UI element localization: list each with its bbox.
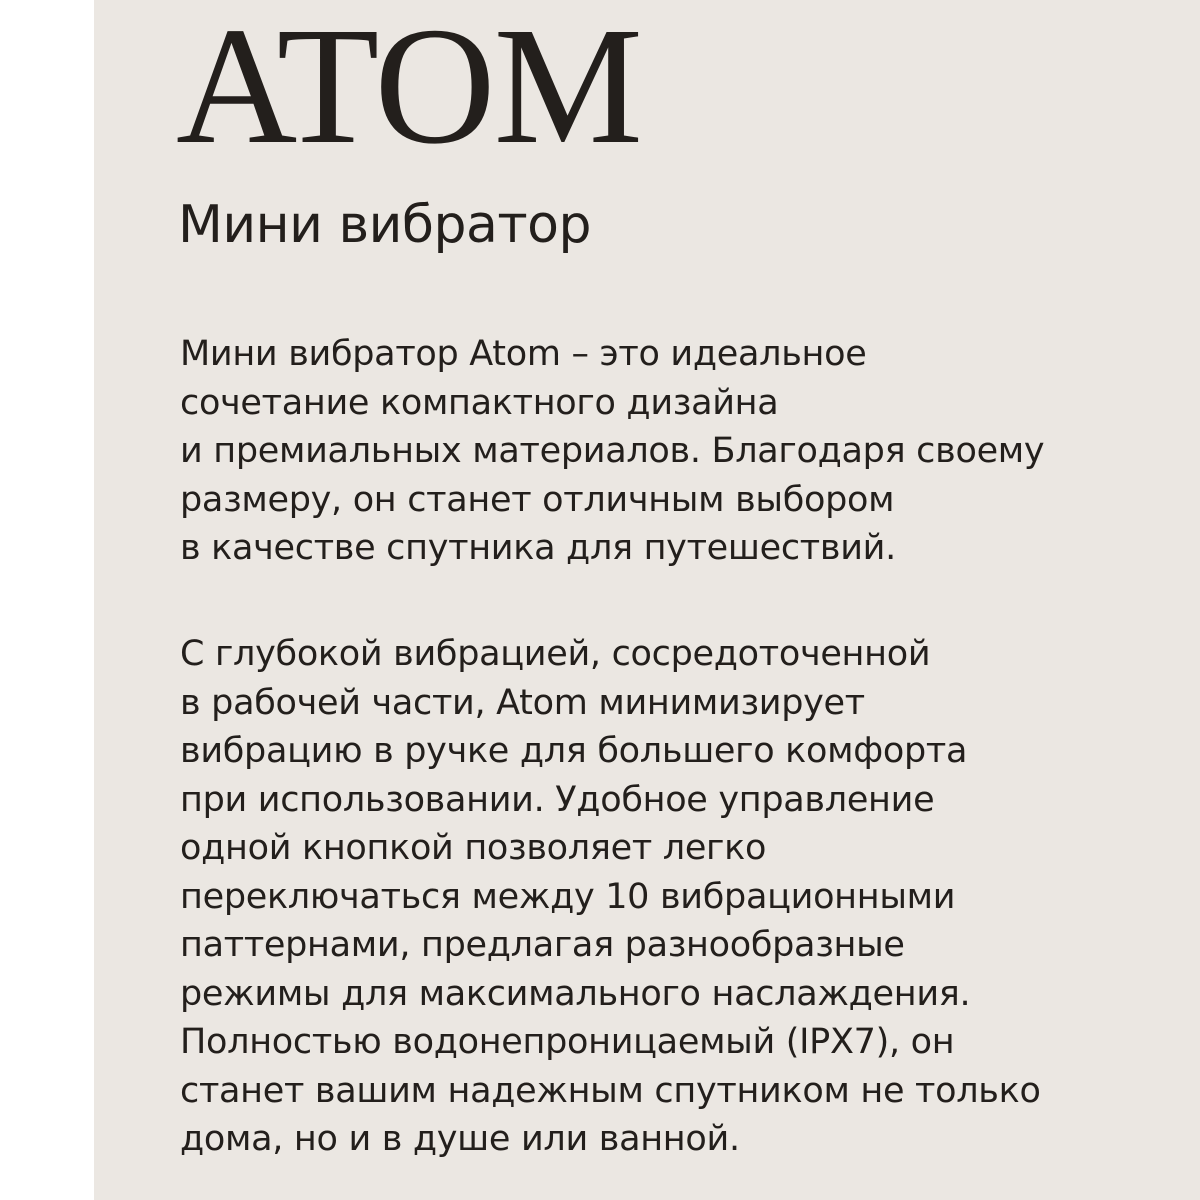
paragraph-line: одной кнопкой позволяет легко bbox=[180, 828, 767, 868]
paragraph-line: размеру, он станет отличным выбором bbox=[180, 479, 895, 520]
paragraph-line: в рабочей части, Atom минимизирует bbox=[180, 682, 865, 723]
paragraph-line: сочетание компактного дизайна bbox=[180, 382, 779, 423]
product-title: ATOM bbox=[176, 0, 641, 179]
paragraph-line: режимы для максимального наслаждения. bbox=[180, 973, 971, 1014]
product-subtitle: Мини вибратор bbox=[178, 195, 591, 255]
paragraph-line: переключаться между 10 вибрационными bbox=[180, 876, 956, 917]
paragraph-line: Полностью водонепроницаемый (IPX7), он bbox=[180, 1022, 955, 1062]
paragraph-line: дома, но и в душе или ванной. bbox=[180, 1119, 740, 1159]
description-paragraph-2 bbox=[180, 630, 1041, 1164]
paragraph-line: вибрацию в ручке для большего комфорта bbox=[180, 731, 968, 771]
paragraph-line: при использовании. Удобное управление bbox=[180, 779, 935, 820]
paragraph-line: паттернами, предлагая разнообразные bbox=[180, 925, 905, 965]
paragraph-line: С глубокой вибрацией, сосредоточенной bbox=[180, 634, 931, 674]
paragraph-line: станет вашим надежным спутником не только bbox=[180, 1070, 1041, 1111]
paragraph-line: в качестве спутника для путешествий. bbox=[180, 528, 896, 568]
paragraph-line: и премиальных материалов. Благодаря своему bbox=[180, 431, 1045, 471]
paragraph-line: Мини вибратор Atom – это идеальное bbox=[180, 334, 867, 374]
description-paragraph-1 bbox=[180, 330, 1044, 573]
